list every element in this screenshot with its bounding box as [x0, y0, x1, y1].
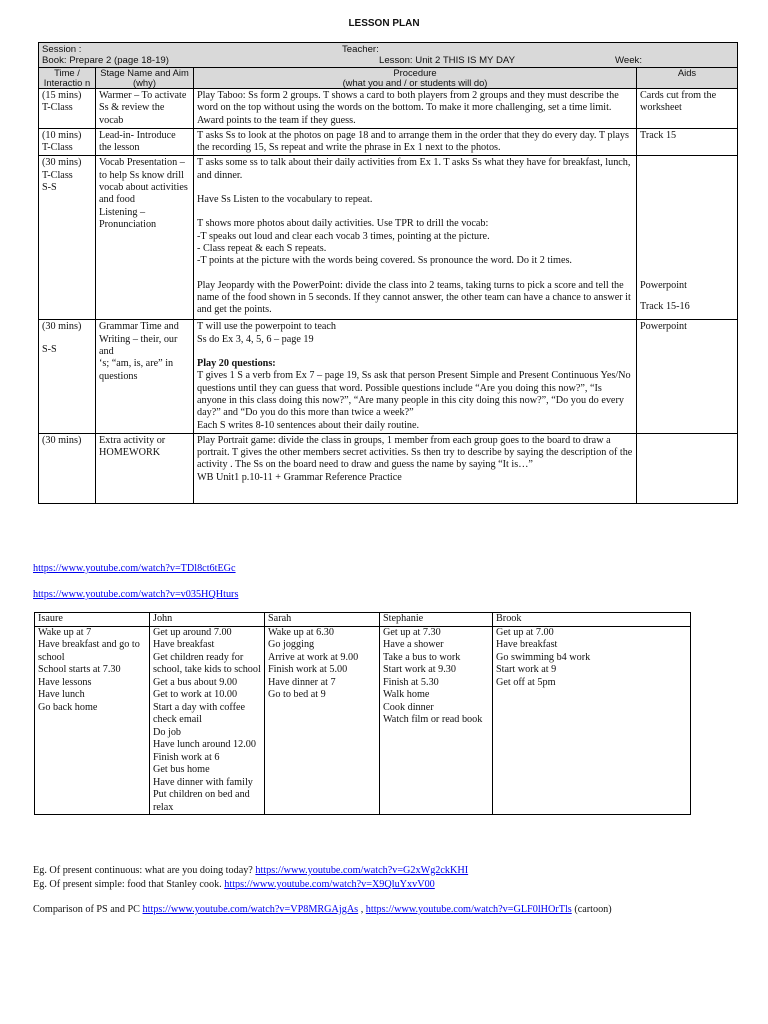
lesson-cell-aids — [637, 156, 738, 320]
lesson-cell-time — [39, 433, 96, 503]
col-header-aids: Aids — [637, 68, 738, 89]
activity-item: Get a bus about 9.00 — [153, 676, 238, 688]
cell-line: (30 mins) — [42, 157, 82, 169]
lesson-cell-procedure — [194, 128, 637, 156]
activity-item: Have breakfast and go to school — [38, 639, 140, 663]
cell-line: S-S — [42, 182, 57, 194]
cell-line: Play Portrait game: divide the class in groups, 1 member from each group goes to the board to draw a portrait. T gives the other members secret activities. Ss then try to describe by saying the description of the activity . The Ss on the board need to draw and guess the name by saying “It is…” — [197, 434, 633, 471]
activity-item: School starts at 7.30 — [38, 664, 121, 675]
activity-item: Wake up at 6.30 — [268, 626, 334, 638]
lesson-plan-table — [38, 42, 738, 504]
cell-line: Powerpoint — [640, 280, 687, 292]
col-header-time: Time / Interactio n — [39, 68, 96, 89]
activity-item: Have lunch around 12.00 — [153, 739, 256, 750]
cell-line — [197, 182, 633, 194]
activity-item: Get up at 7.30 — [383, 626, 441, 638]
comparison-note: Comparison of PS and PC https://www.youtube.com/watch?v=VP8MRGAjgAs , https://www.youtube.com/watch?v=GLF0lHOrTls (cartoon) — [33, 904, 612, 915]
activity-item: Have breakfast — [153, 639, 215, 650]
activity-item: Get up at 7.00 — [496, 626, 554, 638]
cell-line: T gives 1 S a verb from Ex 7 – page 19, Ss ask that person Present Simple and Present Continuous Yes/No questions until they can guess that word. Possible questions include “Are you doing this now?”, “Is anyone in this class doing this now?”, “Are many people in this city doing this now?”, “Do you do every day?” and “Do you do this more than twice a week?” — [197, 370, 631, 419]
cell-line: T-Class — [42, 142, 73, 154]
activities-items-row — [35, 626, 691, 815]
youtube-link-2[interactable]: https://www.youtube.com/watch?v=v035HQHturs — [33, 589, 239, 600]
activity-item: Watch film or read book — [383, 714, 483, 725]
activity-item: Have lunch — [38, 689, 85, 700]
cell-line: T asks some ss to talk about their daily activities from Ex 1. T asks Ss what they have for breakfast, lunch, and dinner. — [197, 157, 631, 181]
col-header-procedure: Procedure (what you and / or students will do) — [194, 68, 637, 89]
lesson-cell-aids — [637, 320, 738, 433]
lesson-cell-procedure — [194, 156, 637, 320]
person-name: John — [150, 613, 265, 627]
person-activities — [380, 626, 493, 815]
activity-item: Have dinner at 7 — [268, 676, 336, 688]
cell-line: T-Class — [42, 169, 73, 181]
cell-line: ‘s; “am, is, are” in questions — [99, 358, 174, 382]
cell-line: Listening – Pronunciation — [99, 206, 157, 230]
cell-line: -T speaks out loud and clear each vocab 3 times, pointing at the picture. — [197, 230, 490, 242]
person-activities — [265, 626, 380, 815]
cell-line: -T points at the picture with the words being covered. Ss pronounce the word. Do it 2 times. — [197, 255, 572, 267]
session-label: Session : — [42, 44, 82, 55]
activity-item: Arrive at work at 9.00 — [268, 651, 359, 663]
person-name: Stephanie — [380, 613, 493, 627]
lesson-cell-time — [39, 156, 96, 320]
present-simple-note: Eg. Of present simple: food that Stanley cook. https://www.youtube.com/watch?v=X9QluYxvV00 — [33, 879, 435, 890]
activities-names-row — [35, 613, 691, 627]
activity-item: Finish at 5.30 — [383, 676, 439, 688]
lesson-cell-stage — [96, 89, 194, 129]
daily-activities-table — [34, 612, 691, 815]
lesson-cell-procedure — [194, 433, 637, 503]
cell-line: Powerpoint — [640, 321, 687, 333]
activity-item: Get children ready for school, take kids to school — [153, 651, 261, 675]
lesson-row — [39, 320, 738, 433]
lesson-cell-time — [39, 320, 96, 433]
activity-item: Go to bed at 9 — [268, 689, 326, 700]
cell-line: Ss do Ex 3, 4, 5, 6 – page 19 — [197, 333, 314, 345]
present-continuous-note: Eg. Of present continuous: what are you doing today? https://www.youtube.com/watch?v=G2xWg2ckKHI — [33, 865, 469, 876]
lesson-cell-stage — [96, 433, 194, 503]
cell-line: Play Taboo: Ss form 2 groups. T shows a card to both players from 2 groups and they must describe the word on the top without using the words on the bottom. To make it more challenging, set a time limit. Award points to the team if they guess. — [197, 90, 619, 126]
present-simple-link[interactable]: https://www.youtube.com/watch?v=X9QluYxvV00 — [224, 879, 435, 890]
cell-line: Track 15-16 — [640, 300, 690, 312]
person-activities — [493, 626, 691, 815]
person-name: Sarah — [265, 613, 380, 627]
column-header-row — [39, 68, 738, 89]
cell-line — [197, 206, 633, 218]
person-name: Isaure — [35, 613, 150, 627]
cell-line: Play Jeopardy with the PowerPoint: divide the class into 2 teams, taking turns to pick a score and tell the name of the food shown in 5 seconds. If they cannot answer, the other team can have a chance to answer it and get the points. — [197, 279, 631, 316]
lesson-row — [39, 89, 738, 129]
activity-item: Start work at 9.30 — [383, 664, 456, 675]
lesson-cell-time — [39, 89, 96, 129]
cell-line: (30 mins) — [42, 434, 82, 446]
cell-line: - Class repeat & each S repeats. — [197, 242, 327, 254]
activity-item: Wake up at 7 — [38, 626, 92, 638]
lesson-cell-aids — [637, 128, 738, 156]
activity-item: Walk home — [383, 689, 430, 700]
activity-item: Have lessons — [38, 676, 92, 688]
activity-item: Finish work at 6 — [153, 751, 220, 763]
comparison-link-1[interactable]: https://www.youtube.com/watch?v=VP8MRGAjgAs — [142, 904, 359, 915]
teacher-label: Teacher: — [342, 44, 379, 55]
lesson-header-row — [39, 43, 738, 68]
cell-line: (30 mins) — [42, 321, 82, 333]
activity-item: Get bus home — [153, 764, 210, 775]
person-activities — [35, 626, 150, 815]
cell-line: Each S writes 8-10 sentences about their daily routine. — [197, 419, 420, 431]
activity-item: Put children on bed and relax — [153, 789, 250, 813]
present-continuous-link[interactable]: https://www.youtube.com/watch?v=G2xWg2ckKHI — [255, 865, 469, 876]
lesson-cell-time — [39, 128, 96, 156]
lesson-info: Lesson: Unit 2 THIS IS MY DAY — [379, 55, 515, 66]
cell-line: Warmer – To activate Ss & review the vocab — [99, 90, 187, 126]
cell-line — [197, 268, 633, 280]
activity-item: Do job — [153, 726, 182, 738]
lesson-row — [39, 433, 738, 503]
cell-line: Track 15 — [640, 129, 677, 141]
activity-item: Start work at 9 — [496, 664, 557, 675]
cell-line: Extra activity or HOMEWORK — [99, 434, 166, 459]
activity-item: Get to work at 10.00 — [153, 689, 238, 700]
lesson-row — [39, 156, 738, 320]
activity-item: Cook dinner — [383, 701, 434, 713]
activity-item: Finish work at 5.00 — [268, 664, 348, 675]
activity-item: Have dinner with family — [153, 776, 253, 788]
cell-line: (10 mins) — [42, 129, 82, 141]
cell-line: Grammar Time and Writing – their, our and — [99, 321, 179, 358]
lesson-cell-stage — [96, 128, 194, 156]
activity-item: Go back home — [38, 701, 98, 713]
comparison-link-2[interactable]: https://www.youtube.com/watch?v=GLF0lHOrTls — [365, 904, 572, 915]
cell-line: T asks Ss to look at the photos on page 18 and to arrange them in the order that they do every day. T plays the recording 15, Ss repeat and write the phrase in Ex 1 next to the photos. — [197, 129, 629, 154]
lesson-cell-procedure — [194, 320, 637, 433]
activity-item: Go jogging — [268, 639, 315, 650]
lesson-cell-aids — [637, 433, 738, 503]
cell-line: T shows more photos about daily activities. Use TPR to drill the vocab: — [197, 218, 489, 230]
activity-item: Take a bus to work — [383, 651, 461, 663]
cell-line: Vocab Presentation – to help Ss know drill vocab about activities and food — [99, 157, 188, 206]
activity-item: Have breakfast — [496, 639, 558, 650]
lesson-row — [39, 128, 738, 156]
youtube-link-1[interactable]: https://www.youtube.com/watch?v=TDl8ct6tEGc — [33, 563, 236, 574]
cell-line: (15 mins) — [42, 90, 82, 101]
cell-line: Play 20 questions: — [197, 358, 276, 370]
activity-item: Get off at 5pm — [496, 676, 556, 688]
cell-line: WB Unit1 p.10-11 + Grammar Reference Practice — [197, 471, 402, 483]
week-label: Week: — [615, 55, 643, 66]
book-info: Book: Prepare 2 (page 18-19) — [42, 55, 169, 66]
cell-line: T will use the powerpoint to teach — [197, 321, 337, 333]
activity-item: Have a shower — [383, 639, 444, 650]
cell-line: Cards cut from the worksheet — [640, 90, 717, 114]
cell-line: S-S — [42, 343, 57, 355]
cell-line: Have Ss Listen to the vocabulary to repeat. — [197, 194, 373, 206]
lesson-cell-stage — [96, 320, 194, 433]
activity-item: Get up around 7.00 — [153, 626, 232, 638]
document-title: LESSON PLAN — [348, 18, 420, 29]
person-name: Brook — [493, 613, 691, 627]
cell-line: T-Class — [42, 102, 73, 114]
lesson-cell-procedure — [194, 89, 637, 129]
lesson-cell-stage — [96, 156, 194, 320]
lesson-cell-aids — [637, 89, 738, 129]
activity-item: Go swimming b4 work — [496, 651, 591, 663]
activity-item: Start a day with coffee check email — [153, 701, 246, 725]
person-activities — [150, 626, 265, 815]
col-header-stage: Stage Name and Aim (why) — [96, 68, 194, 89]
cell-line: Lead-in- Introduce the lesson — [99, 129, 176, 154]
cell-line — [197, 346, 633, 358]
